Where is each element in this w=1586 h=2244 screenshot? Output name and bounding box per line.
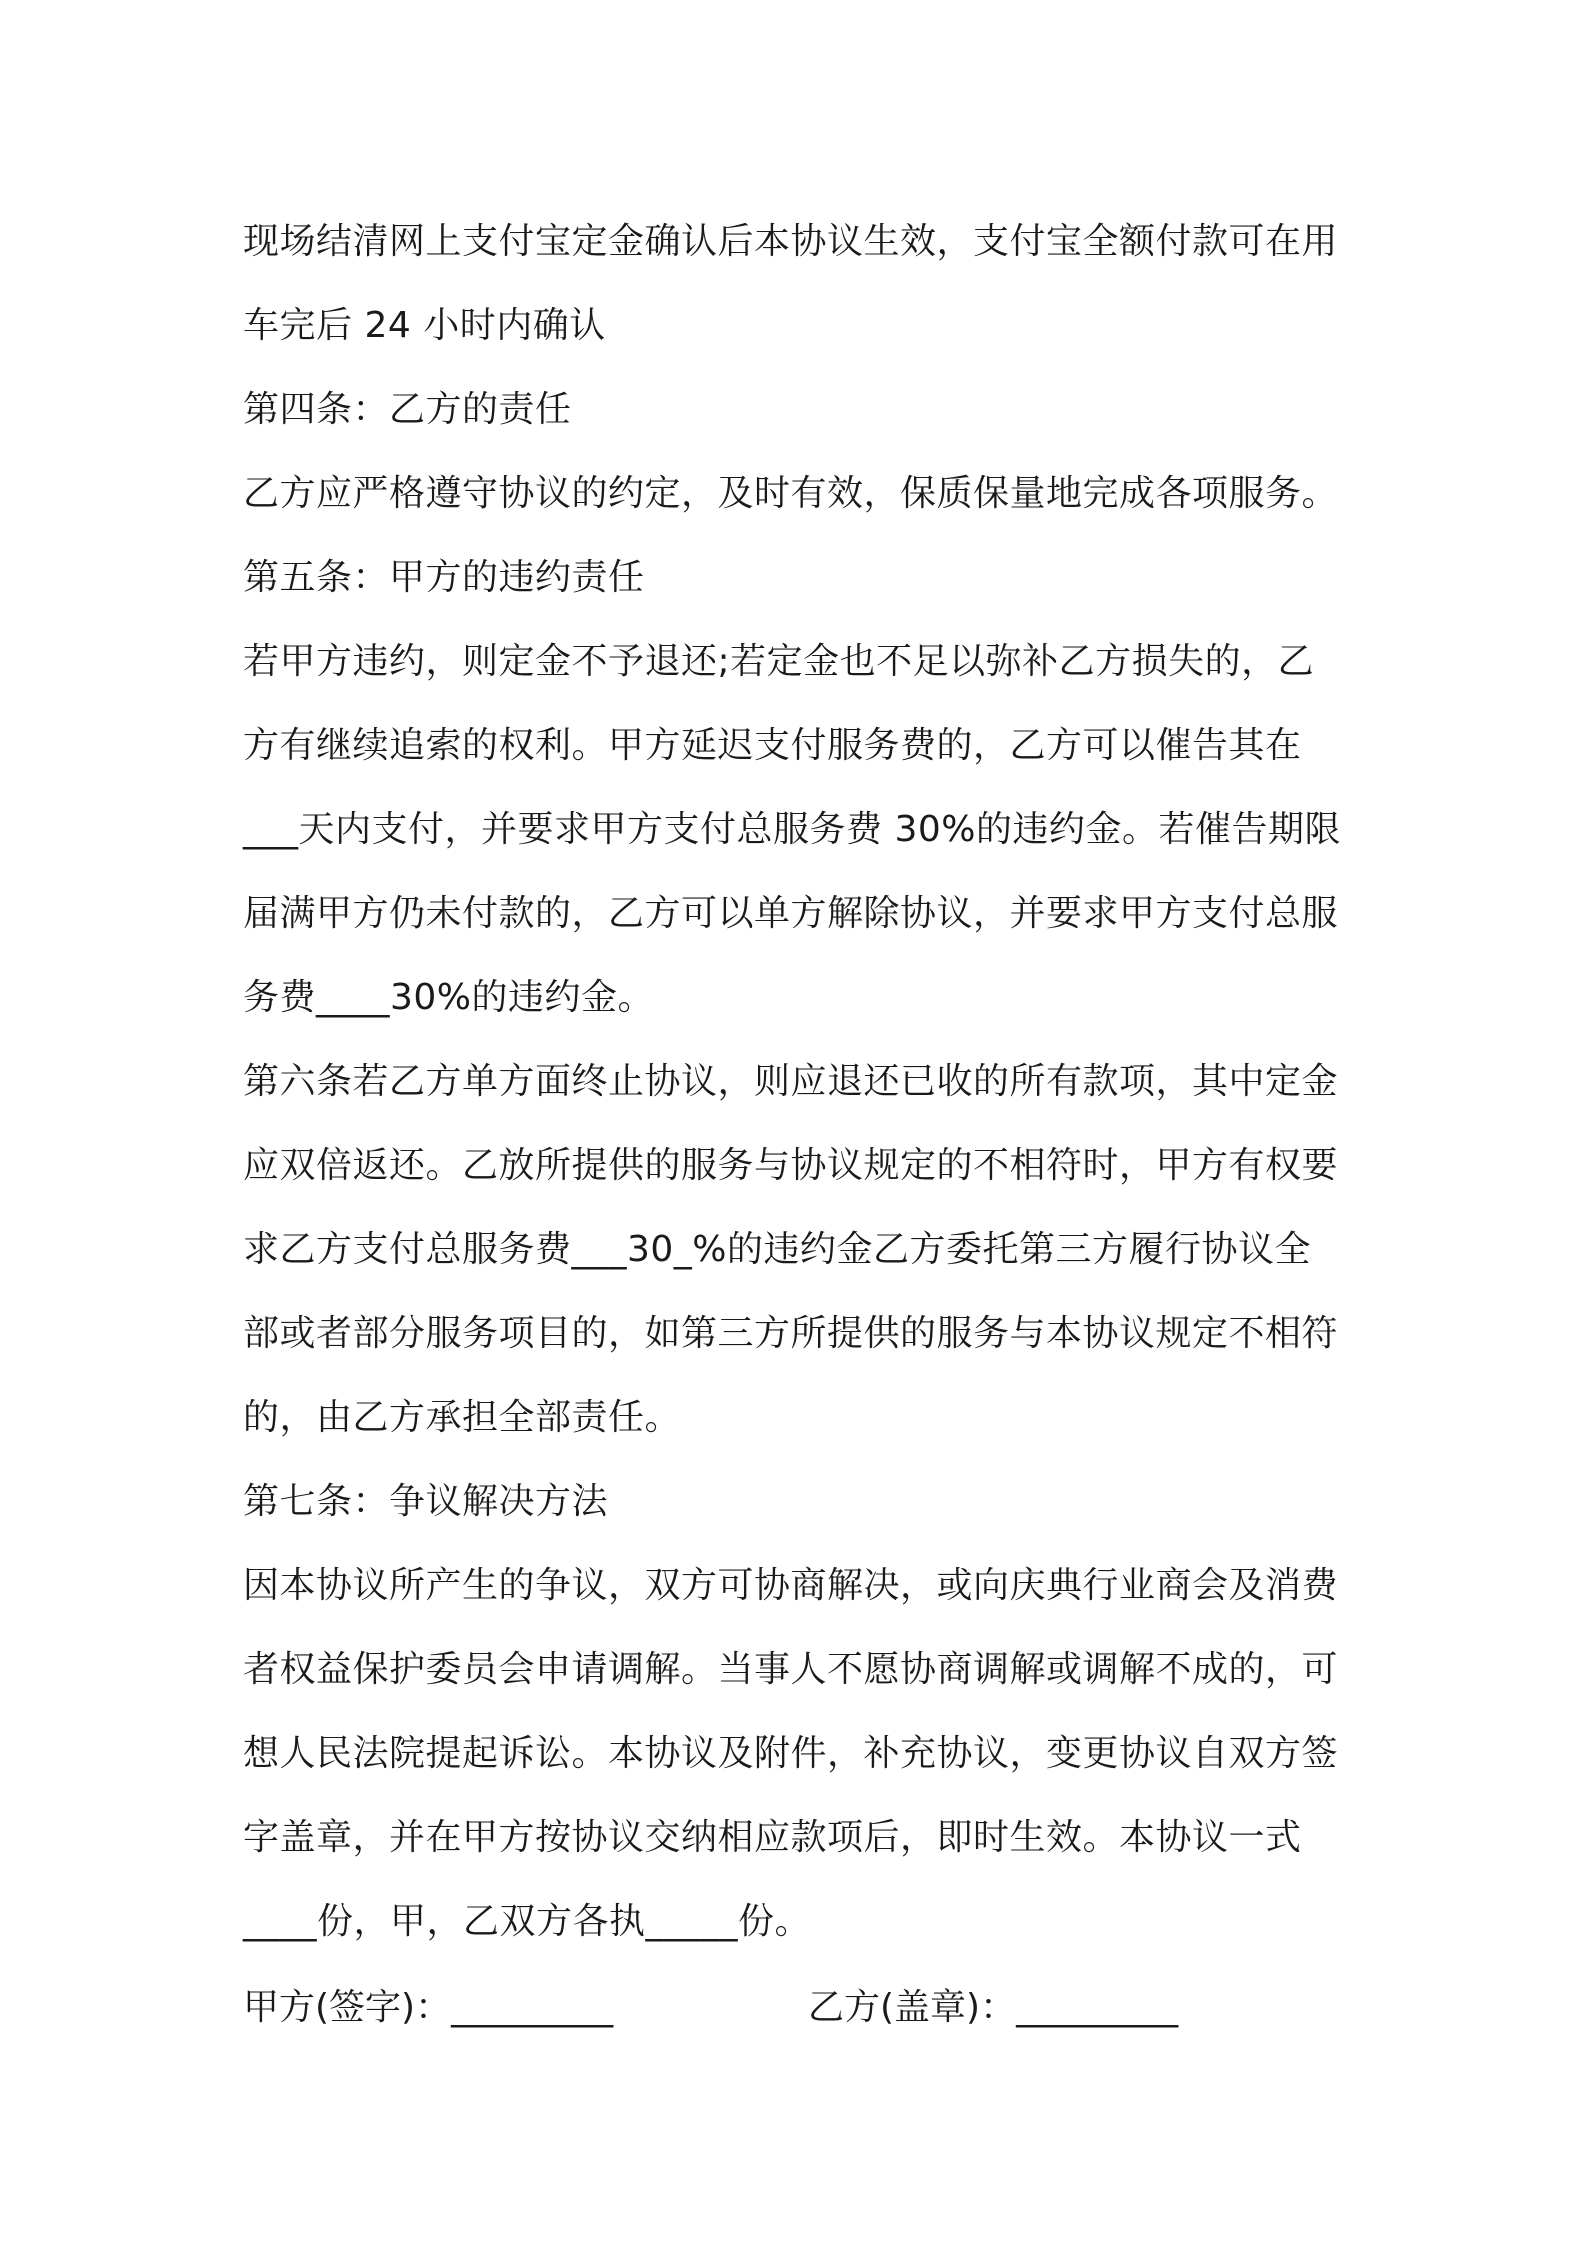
text-line: 想人民法院提起诉讼。本协议及附件，补充协议，变更协议自双方签 <box>243 1733 1339 1774</box>
signature-row <box>243 1966 1363 2050</box>
document-page <box>243 200 1363 2050</box>
text-line: 务费____30%的违约金。 <box>243 977 655 1018</box>
text-line: 部或者部分服务项目的，如第三方所提供的服务与本协议规定不相符 <box>243 1313 1339 1354</box>
text-line: ____份，甲，乙双方各执_____份。 <box>243 1901 812 1942</box>
text-line: ___天内支付，并要求甲方支付总服务费 30%的违约金。若催告期限 <box>243 809 1341 850</box>
text-line: 届满甲方仍未付款的，乙方可以单方解除协议，并要求甲方支付总服 <box>243 893 1339 934</box>
text-line: 的，由乙方承担全部责任。 <box>243 1397 682 1438</box>
text-line: 方有继续追索的权利。甲方延迟支付服务费的，乙方可以催告其在 <box>243 725 1302 766</box>
text-line: 应双倍返还。乙放所提供的服务与协议规定的不相符时，甲方有权要 <box>243 1145 1339 1186</box>
text-line: 字盖章，并在甲方按协议交纳相应款项后，即时生效。本协议一式 <box>243 1817 1302 1858</box>
section-heading-7: 第七条：争议解决方法 <box>243 1481 609 1522</box>
text-line: 车完后 24 小时内确认 <box>243 305 606 346</box>
section-heading-6: 第六条若乙方单方面终止协议，则应退还已收的所有款项，其中定金 <box>243 1061 1339 1102</box>
section-heading-5: 第五条：甲方的违约责任 <box>243 557 645 598</box>
text-line: 因本协议所产生的争议，双方可协商解决，或向庆典行业商会及消费 <box>243 1565 1339 1606</box>
section-heading-4: 第四条：乙方的责任 <box>243 389 572 430</box>
party-b-seal: 乙方(盖章)：_________ <box>808 1987 1179 2028</box>
text-line: 乙方应严格遵守协议的约定，及时有效，保质保量地完成各项服务。 <box>243 473 1339 514</box>
text-line: 求乙方支付总服务费___30_%的违约金乙方委托第三方履行协议全 <box>243 1229 1312 1270</box>
text-line: 者权益保护委员会申请调解。当事人不愿协商调解或调解不成的，可 <box>243 1649 1339 1690</box>
text-line: 若甲方违约，则定金不予退还;若定金也不足以弥补乙方损失的，乙 <box>243 641 1315 682</box>
text-line: 现场结清网上支付宝定金确认后本协议生效，支付宝全额付款可在用 <box>243 221 1339 262</box>
party-a-signature: 甲方(签字)：_________ <box>243 1987 614 2028</box>
